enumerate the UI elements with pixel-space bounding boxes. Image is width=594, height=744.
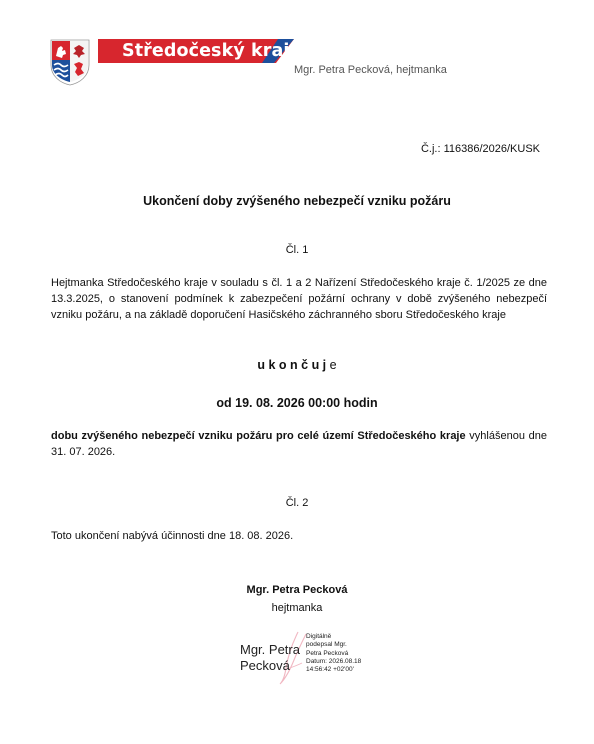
digital-signature-name-line2: Pecková	[240, 658, 290, 673]
signer-role: hejtmanka	[271, 602, 323, 614]
decision-verb-tail: e	[326, 358, 337, 372]
decision-verb	[0, 357, 594, 373]
effective-from: od 19. 08. 2026 00:00 hodin	[216, 396, 378, 410]
document-title: Ukončení doby zvýšeného nebezpečí vzniku požáru	[143, 194, 451, 208]
signature-detail-line: Petra Pecková	[306, 649, 349, 657]
paragraph-2	[51, 428, 547, 460]
digital-signature-name-line1: Mgr. Petra	[240, 642, 300, 657]
paragraph-3: Toto ukončení nabývá účinnosti dne 18. 08. 2026.	[51, 530, 294, 542]
signature-detail-line: 14:56:42 +02'00'	[306, 666, 354, 674]
decision-verb-bold: u k o n č u j	[257, 358, 327, 372]
signature-detail-line: Digitálně	[306, 633, 332, 640]
paragraph-2-rest: vyhlášenou dne 31. 07. 2026.	[51, 430, 547, 458]
region-name: Středočeský kraj	[122, 41, 290, 61]
signer-name: Mgr. Petra Pecková	[246, 584, 348, 596]
paragraph-2-bold: dobu zvýšeného nebezpečí vzniku požáru pro celé území Středočeského kraje	[51, 430, 466, 442]
article-2-heading: Čl. 2	[285, 497, 309, 509]
coat-of-arms-logo	[50, 39, 90, 86]
official-name: Mgr. Petra Pecková, hejtmanka	[294, 64, 447, 76]
paragraph-1: Hejtmanka Středočeského kraje v souladu s čl. 1 a 2 Nařízení Středočeského kraje č. 1/2025 ze dne 13.3.2025, o stanovení podmínek k zabezpečení požární ochrany v době zvýšeného nebezpečí vzniku požáru, a na základě doporučení Hasičského záchranného sboru Středočeského kraje	[51, 277, 547, 321]
reference-number: Č.j.: 116386/2026/KUSK	[420, 143, 540, 155]
signature-detail-line: Datum: 2026.08.18	[306, 657, 362, 665]
digital-signature-details	[306, 633, 361, 674]
article-1-heading: Čl. 1	[285, 244, 309, 256]
signature-detail-line: podepsal Mgr.	[306, 641, 347, 649]
